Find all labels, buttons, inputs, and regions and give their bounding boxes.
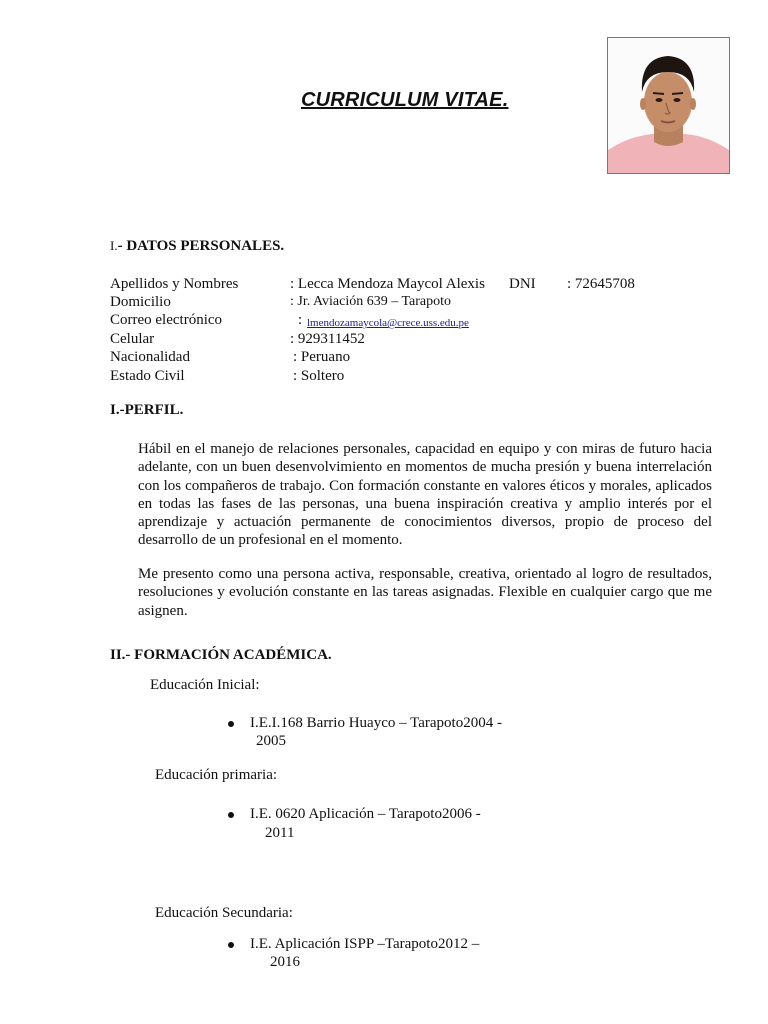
section-formacion-heading: II.- FORMACIÓN ACADÉMICA. [110, 647, 332, 663]
nacionalidad-value: : Peruano [293, 349, 351, 365]
bullet-icon [228, 812, 234, 818]
list-item-continuation: 2011 [265, 825, 295, 841]
dni-value: : 72645708 [567, 276, 635, 292]
profile-photo [607, 37, 730, 174]
section-perfil-heading: I.-PERFIL. [110, 402, 184, 418]
dni-label: DNI [509, 276, 536, 292]
educacion-secundaria-label: Educación Secundaria: [155, 905, 293, 921]
list-item: I.E. Aplicación ISPP –Tarapoto2012 – [228, 935, 479, 953]
perfil-paragraph-1: Hábil en el manejo de relaciones personales, capacidad en equipo y con miras de futuro hacia adelante, con un buen desenvolvimiento en momentos de mucha presión y buena interrelación con los compañeros de trabajo. Con formación constante en valores éticos y morales, aplicados en todas las fases de las personas, una buena inspiración creativa y amplio interés por el aprendizaje y actuación permanente de conocimientos diversos, propio de proceso del desarrollo de un profesional en el momento. [138, 441, 712, 549]
list-item-continuation: 2005 [256, 733, 286, 749]
estado-civil-value: : Soltero [293, 368, 345, 384]
educacion-inicial-label: Educación Inicial: [150, 677, 260, 693]
name-label: Apellidos y Nombres [110, 276, 239, 292]
educacion-primaria-label: Educación primaria: [155, 767, 278, 783]
list-item: I.E.I.168 Barrio Huayco – Tarapoto2004 - [228, 714, 502, 732]
estado-civil-label: Estado Civil [110, 368, 185, 384]
domicilio-label: Domicilio [110, 294, 171, 310]
bullet-icon [228, 721, 234, 727]
person-photo-icon [608, 38, 729, 173]
list-item-continuation: 2016 [270, 954, 300, 970]
document-title: CURRICULUM VITAE. [301, 89, 509, 111]
domicilio-value: : Jr. Aviación 639 – Tarapoto [290, 294, 452, 309]
nacionalidad-label: Nacionalidad [110, 349, 190, 365]
section-datos-personales-heading: I.- DATOS PERSONALES. [110, 238, 285, 254]
bullet-icon [228, 942, 234, 948]
email-link[interactable]: lmendozamaycola@crece.uss.edu.pe [307, 317, 469, 329]
list-item: I.E. 0620 Aplicación – Tarapoto2006 - [228, 805, 481, 823]
perfil-paragraph-2: Me presento como una persona activa, responsable, creativa, orientado al logro de resultados, resoluciones y evolución constante en las tareas asignadas. Flexible en cualquier cargo que me asignen. [138, 566, 712, 619]
correo-label: Correo electrónico [110, 312, 223, 328]
correo-colon: : [298, 312, 303, 328]
celular-label: Celular [110, 331, 155, 347]
celular-value: : 929311452 [290, 331, 365, 347]
name-value: : Lecca Mendoza Maycol Alexis [290, 276, 485, 292]
